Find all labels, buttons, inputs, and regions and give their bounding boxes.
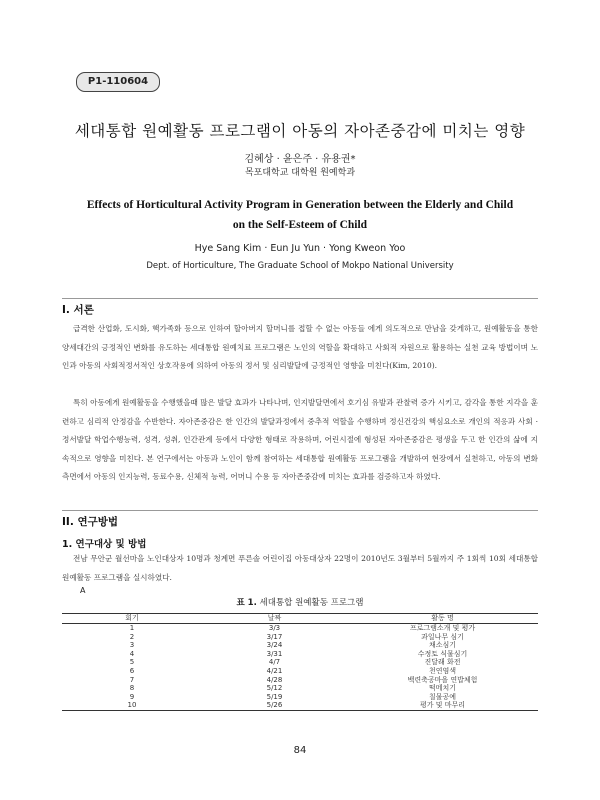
table-cell-date: 3/17 bbox=[266, 632, 283, 641]
figure-marker: A bbox=[80, 586, 86, 595]
table-header-row bbox=[62, 614, 538, 624]
authors-english: Hye Sang Kim · Eun Ju Yun · Yong Kweon Yoo bbox=[194, 243, 406, 254]
affiliation-english: Dept. of Horticulture, The Graduate School of Mokpo National University bbox=[146, 261, 454, 271]
table-row bbox=[62, 667, 538, 676]
section-heading-introduction: I. 서론 bbox=[62, 304, 94, 316]
table-cell-date: 4/21 bbox=[266, 666, 283, 675]
table-cell-date: 4/28 bbox=[266, 675, 283, 684]
authors-korean: 김혜상 · 윤은주 · 유용권* bbox=[244, 154, 356, 165]
table-cell-session: 9 bbox=[129, 692, 135, 701]
subsection-heading-subjects: 1. 연구대상 및 방법 bbox=[62, 539, 147, 550]
table-cell-session: 6 bbox=[129, 666, 135, 675]
table-cell-date: 4/7 bbox=[268, 658, 281, 667]
table-caption-label: 표 1. bbox=[236, 598, 257, 608]
section-divider-intro bbox=[62, 298, 538, 299]
table-cell-activity: 채소심기 bbox=[428, 641, 457, 650]
table-cell-activity: 수정토 식물심기 bbox=[417, 649, 468, 658]
paper-title-english-line1: Effects of Horticultural Activity Program in Generation between the Elderly and Child bbox=[86, 199, 514, 211]
table-row bbox=[62, 624, 538, 633]
affiliation-korean: 목포대학교 대학원 원예학과 bbox=[244, 168, 356, 178]
table-cell-date: 3/24 bbox=[266, 641, 283, 650]
table-cell-activity: 떡메치기 bbox=[428, 684, 457, 693]
section-heading-methods: II. 연구방법 bbox=[62, 516, 119, 528]
table-cell-date: 3/3 bbox=[268, 624, 281, 632]
table-row bbox=[62, 684, 538, 693]
table-row bbox=[62, 693, 538, 702]
table-cell-activity: 진달래 화전 bbox=[424, 658, 461, 667]
table-cell-date: 5/12 bbox=[266, 684, 283, 693]
table-cell-date: 5/19 bbox=[266, 692, 283, 701]
table-row bbox=[62, 701, 538, 710]
table-cell-session: 3 bbox=[129, 641, 135, 650]
table-cell-session: 8 bbox=[129, 684, 135, 693]
paper-title-english-line2: on the Self-Esteem of Child bbox=[232, 219, 368, 231]
table-cell-session: 7 bbox=[129, 675, 135, 684]
table-row bbox=[62, 650, 538, 659]
table-cell-activity: 천연염색 bbox=[428, 666, 457, 675]
table-caption-text: 세대통합 원예활동 프로그램 bbox=[259, 598, 364, 608]
methods-paragraph-1: 전남 무안군 월선마을 노인대상자 10명과 청계면 푸른솔 어린이집 아동대상자 22명이 2010년도 3월부터 5월까지 주 1회씩 10회 세대통합 원예활동 프로그램을 실시하였다. bbox=[62, 554, 538, 582]
section-divider-methods bbox=[62, 510, 538, 511]
table-cell-date: 3/31 bbox=[266, 649, 283, 658]
column-header-session: 회기 bbox=[62, 614, 202, 624]
column-header-activity: 활동 명 bbox=[347, 614, 538, 624]
intro-paragraph-1: 급격한 산업화, 도시화, 핵가족화 등으로 인하여 할아버지 할머니를 접할 수 없는 아동들 에게 의도적으로 만남을 갖게하고, 원예활동을 통한 양세대간의 긍정적인 변화를 유도하는 세대통합 원예치료 프로그램은 노인의 역할을 확대하고 사회적 자원으로 활용하는 실천 교육 방법이며 노인과 아동의 사회적정서적인 상호작용에 의하여 아동의 정서 및 심리발달에 긍정적인 영향을 미친다(Kim, 2010). bbox=[62, 324, 538, 370]
paper-title-korean: 세대통합 원예활동 프로그램이 아동의 자아존중감에 미치는 영향 bbox=[74, 122, 526, 140]
table-row bbox=[62, 676, 538, 685]
table-row bbox=[62, 641, 538, 650]
paper-title-english bbox=[60, 195, 540, 235]
table-cell-activity: 프로그램소개 및 평가 bbox=[409, 624, 476, 632]
table-cell-session: 1 bbox=[129, 624, 135, 632]
table-row bbox=[62, 658, 538, 667]
table-caption bbox=[0, 596, 600, 608]
table-cell-session: 2 bbox=[129, 632, 135, 641]
table-cell-activity: 평가 및 마무리 bbox=[419, 701, 466, 710]
table-cell-session: 4 bbox=[129, 649, 135, 658]
intro-paragraph-2: 특히 아동에게 원예활동을 수행했을때 많은 발달 효과가 나타나며, 인지발달면에서 호기심 유발과 관찰력 증가 시키고, 감각을 통한 지각을 훈련하고 심리적 안정감을 수반한다. 자아존중감은 한 인간의 발달과정에서 중추적 역할을 수행하며 정신건강의 핵심요소로 개인의 적응과 사회 · 정서발달 학업수행능력, 성격, 성취, 인간관계 등에서 다양한 형태로 작용하며, 어린시절에 형성된 자아존중감은 평생을 두고 한 인간의 삶에 지속적으로 영향을 미친다. 본 연구에서는 아동과 노인이 함께 참여하는 세대통합 원예활동 프로그램을 개발하여 현장에서 실천하고, 아동의 변화 측면에서 아동의 인지능력, 동료수용, 신체적 능력, 어머니 수용 등 자아존중감에 미치는 효과를 검증하고자 하였다. bbox=[62, 398, 538, 481]
table-cell-activity: 백련축공마을 연밥체험 bbox=[407, 675, 478, 684]
page-number: 84 bbox=[293, 745, 307, 756]
column-header-date: 날짜 bbox=[202, 614, 347, 624]
table-cell-activity: 칠물공예 bbox=[428, 692, 457, 701]
table-cell-session: 5 bbox=[129, 658, 135, 667]
table-cell-activity: 과일나무 심기 bbox=[421, 632, 464, 641]
table-cell-session: 10 bbox=[127, 701, 137, 710]
paper-id-badge: P1-110604 bbox=[76, 72, 160, 92]
table-row bbox=[62, 633, 538, 642]
program-schedule-table bbox=[62, 613, 538, 711]
table-cell-date: 5/26 bbox=[266, 701, 283, 710]
